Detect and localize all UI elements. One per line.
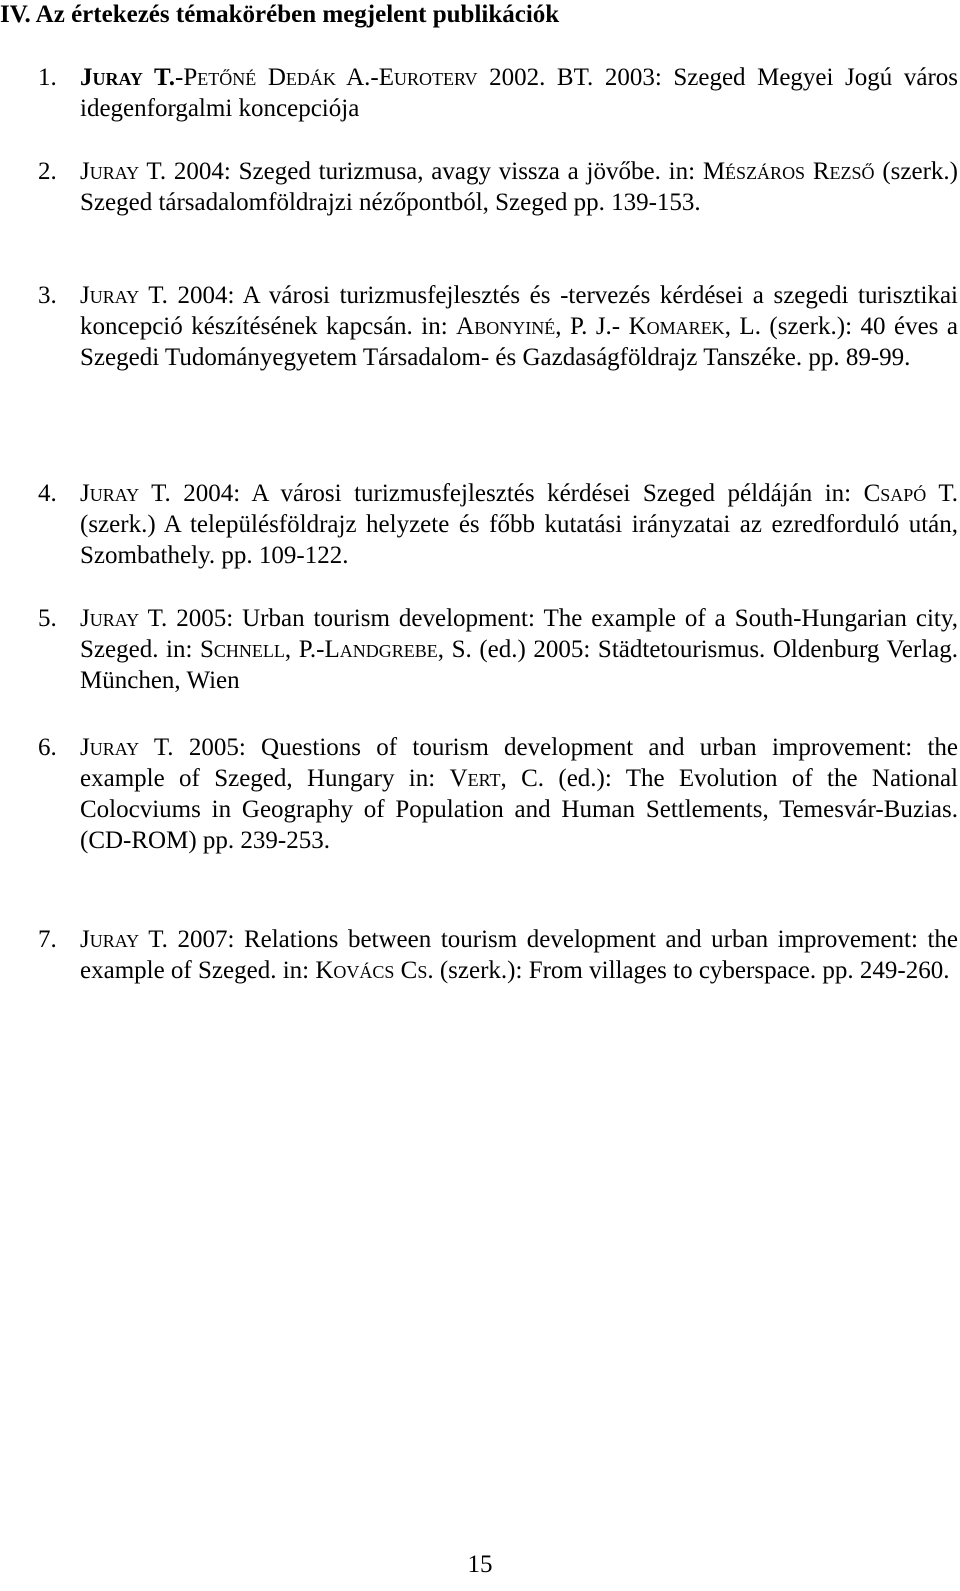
publication-text: Juray T. 2007: Relations between tourism development and urban improvement: the example of Szeged. in: Kovács Cs. (szerk.): From villages to cyberspace. pp. 249-260. [80,926,958,984]
author-name: Juray T. [80,480,171,507]
editor-name: Csapó [863,480,927,507]
publication-item-3 [38,280,958,373]
author-name: Juray T. [80,64,176,91]
publication-text: Juray T.-Petőné Dedák A.-Euroterv 2002. BT. 2003: Szeged Megyei Jogú város idegenforgalmi koncepciója [80,64,958,122]
editor-name: Kovács Cs [315,957,428,984]
publication-number: 1. [38,64,57,91]
publication-number: 5. [38,605,57,632]
editor-name: Vert [449,765,501,792]
publication-number: 2. [38,158,57,185]
coauthors: -Petőné Dedák A.-Euroterv [175,64,478,91]
editor-name: Landgrebe [324,636,438,663]
publication-number: 3. [38,282,57,309]
publication-item-6 [38,732,958,856]
editor-name: Schnell [200,636,285,663]
editor-name: Mészáros Rezső [702,158,875,185]
editor-name: Abonyiné [456,313,556,340]
publication-item-5 [38,603,958,696]
publication-text: Juray T. 2004: A városi turizmusfejlesztés és -tervezés kérdései a szegedi turisztikai koncepció készítésének kapcsán. in: Abonyiné, P. J.- Komarek, L. (szerk.): 40 éves a Szegedi Tudományegyetem Társadalom- és Gazdaságföldrajz Tanszéke. pp. 89-99. [80,282,958,371]
publication-item-4 [38,478,958,571]
publication-text: Juray T. 2005: Questions of tourism development and urban improvement: the example of Szeged, Hungary in: Vert, C. (ed.): The Evolution of the National Colocviums in Geography of Population and Human Settlements, Temesvár-Buzias. (CD-ROM) pp. 239-253. [80,734,958,854]
editor-name: Komarek [628,313,725,340]
author-name: Juray T. [80,734,174,761]
author-name: Juray T. [80,926,168,953]
publication-item-7 [38,924,958,986]
author-name: Juray T. [80,282,168,309]
author-name: Juray T. [80,158,167,185]
publication-number: 6. [38,734,57,761]
publication-text: Juray T. 2005: Urban tourism development: The example of a South-Hungarian city, Szeged. in: Schnell, P.-Landgrebe, S. (ed.) 2005: Städtetourismus. Oldenburg Verlag. München, Wien [80,605,958,694]
publication-number: 7. [38,926,57,953]
section-heading: IV. Az értekezés témakörében megjelent publikációk [0,1,560,28]
publication-number: 4. [38,480,57,507]
publication-text: Juray T. 2004: A városi turizmusfejlesztés kérdései Szeged példáján in: Csapó T. (szerk.) A településföldrajz helyzete és főbb kutatási irányzatai az ezredforduló után, Szombathely. pp. 109-122. [80,480,959,569]
publication-text: Juray T. 2004: Szeged turizmusa, avagy vissza a jövőbe. in: Mészáros Rezső (szerk.) Szeged társadalomföldrajzi nézőpontból, Szeged pp. 139-153. [80,158,958,216]
publication-item-2 [38,156,958,218]
author-name: Juray T. [80,605,168,632]
publication-item-1 [38,62,958,124]
page-number: 15 [467,1551,493,1578]
